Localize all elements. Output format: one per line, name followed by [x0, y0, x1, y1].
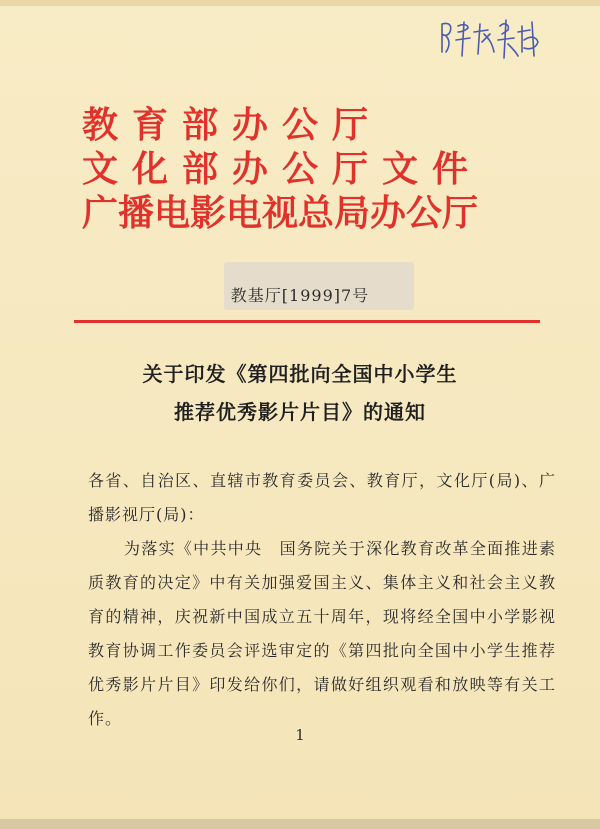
red-divider-line — [74, 320, 540, 323]
header-line-moe: 教育部办公厅 — [82, 105, 383, 146]
document-title — [0, 355, 600, 431]
issuing-authorities-header — [82, 104, 542, 236]
header-line-ministry-of-culture: 文化部办公厅文件 — [82, 149, 483, 190]
salutation: 各省、自治区、直辖市教育委员会、教育厅，文化厅(局)、广播影视厅(局)： — [88, 471, 556, 524]
handwritten-signature — [438, 12, 548, 62]
body-paragraph: 为落实《中共中央 国务院关于深化教育改革全面推进素质教育的决定》中有关加强爱国主义、集体主义和社会主义教育的精神，庆祝新中国成立五十周年，现将经全国中小学影视教育协调工作委员会评选审定的《第四批向全国中小学生推荐优秀影片片目》印发给你们，请做好组织观看和放映等有关工作。 — [88, 539, 556, 728]
scan-edge-top — [0, 0, 600, 6]
page-number: 1 — [295, 726, 305, 744]
document-body — [88, 464, 556, 736]
title-line-2: 推荐优秀影片片目》的通知 — [174, 400, 426, 424]
title-line-1: 关于印发《第四批向全国中小学生 — [142, 362, 458, 386]
header-line-sarft: 广播电影电视总局办公厅 — [82, 193, 479, 234]
document-number: 教基厅[1999]7号 — [230, 286, 370, 305]
scan-edge-bottom — [0, 819, 600, 829]
